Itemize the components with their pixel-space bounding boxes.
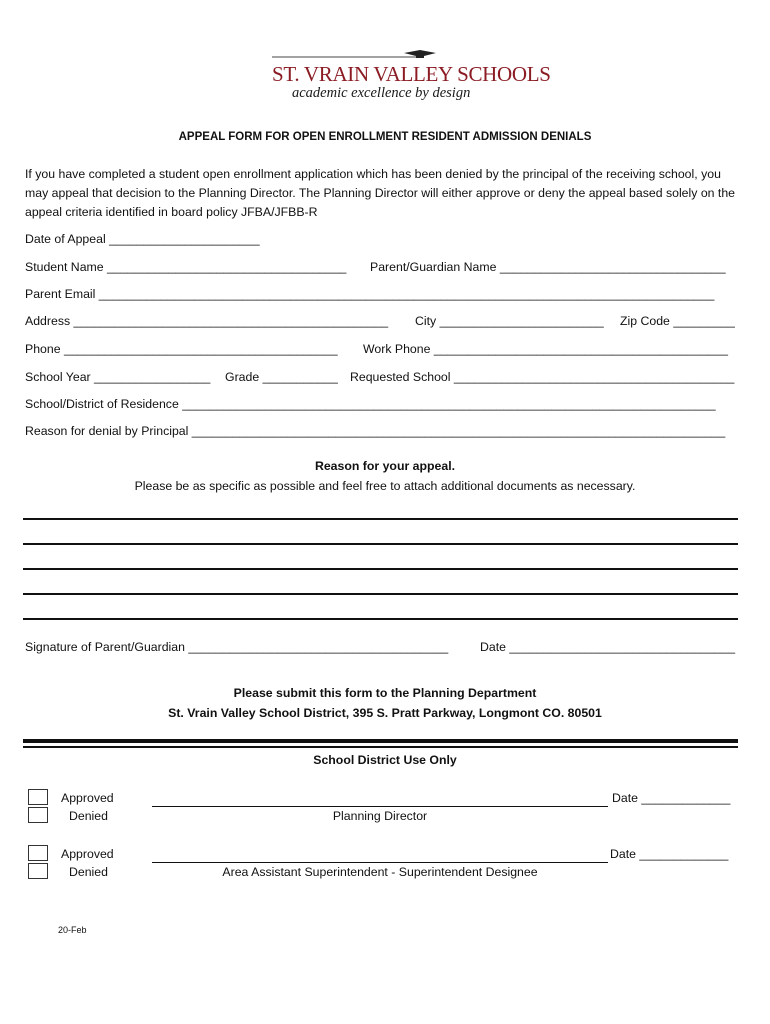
- approved-checkbox-1[interactable]: [28, 789, 48, 805]
- denied-label-2: Denied: [69, 865, 108, 879]
- logo-tagline: academic excellence by design: [292, 85, 471, 101]
- student-name-field[interactable]: Student Name ___________________________________: [25, 260, 347, 274]
- reason-line-3[interactable]: [23, 568, 738, 570]
- district-logo: [272, 50, 551, 104]
- denied-label-1: Denied: [69, 809, 108, 823]
- superintendent-signature-line[interactable]: [152, 862, 608, 863]
- approved-label-2: Approved: [61, 847, 114, 861]
- grade-field[interactable]: Grade ___________: [225, 370, 338, 384]
- date-of-appeal-field[interactable]: Date of Appeal ______________________: [25, 232, 260, 246]
- superintendent-date[interactable]: Date _____________: [610, 847, 729, 861]
- reason-line-1[interactable]: [23, 518, 738, 520]
- planning-director-signature-line[interactable]: [152, 806, 608, 807]
- requested-school-field[interactable]: Requested School _________________________________________: [350, 370, 735, 384]
- phone-field[interactable]: Phone ________________________________________: [25, 342, 338, 356]
- section-divider-thick: [23, 739, 738, 743]
- reason-subtext: Please be as specific as possible and feel free to attach additional documents as necessary.: [134, 479, 636, 493]
- submit-line-1: Please submit this form to the Planning Department: [233, 686, 537, 700]
- footer-revision: 20-Feb: [58, 925, 87, 935]
- reason-denial-field[interactable]: Reason for denial by Principal ______________________________________________________________________________: [25, 424, 726, 438]
- approved-label-1: Approved: [61, 791, 114, 805]
- address-field[interactable]: Address ______________________________________________: [25, 314, 389, 328]
- work-phone-field[interactable]: Work Phone ___________________________________________: [363, 342, 728, 356]
- reason-line-2[interactable]: [23, 543, 738, 545]
- intro-paragraph: If you have completed a student open enrollment application which has been denied by the principal of the receiving school, you may appeal that decision to the Planning Director. The Planning Director will either approve or deny the appeal based solely on the appeal criteria identified in board policy JFBA/JFBB-R: [25, 167, 736, 219]
- parent-signature-field[interactable]: Signature of Parent/Guardian ______________________________________: [25, 640, 449, 654]
- planning-director-label: Planning Director: [332, 809, 428, 823]
- reason-line-4[interactable]: [23, 593, 738, 595]
- submit-address: St. Vrain Valley School District, 395 S. Pratt Parkway, Longmont CO. 80501: [168, 706, 602, 720]
- district-use-heading: School District Use Only: [313, 753, 457, 767]
- parent-guardian-name-field[interactable]: Parent/Guardian Name _________________________________: [370, 260, 726, 274]
- superintendent-label: Area Assistant Superintendent - Superintendent Designee: [222, 865, 538, 879]
- city-field[interactable]: City ________________________: [415, 314, 604, 328]
- school-district-residence-field[interactable]: School/District of Residence ______________________________________________________________________________: [25, 397, 716, 411]
- approved-checkbox-2[interactable]: [28, 845, 48, 861]
- zip-code-field[interactable]: Zip Code _________: [620, 314, 735, 328]
- signature-date-field[interactable]: Date _________________________________: [480, 640, 736, 654]
- reason-heading: Reason for your appeal.: [314, 459, 456, 473]
- form-title: APPEAL FORM FOR OPEN ENROLLMENT RESIDENT ADMISSION DENIALS: [178, 131, 592, 143]
- school-year-field[interactable]: School Year _________________: [25, 370, 211, 384]
- planning-director-date[interactable]: Date _____________: [612, 791, 731, 805]
- parent-email-field[interactable]: Parent Email __________________________________________________________________________________________: [25, 287, 715, 301]
- section-divider-thin: [23, 746, 738, 748]
- logo-name: ST. VRAIN VALLEY SCHOOLS: [272, 62, 551, 86]
- reason-line-5[interactable]: [23, 618, 738, 620]
